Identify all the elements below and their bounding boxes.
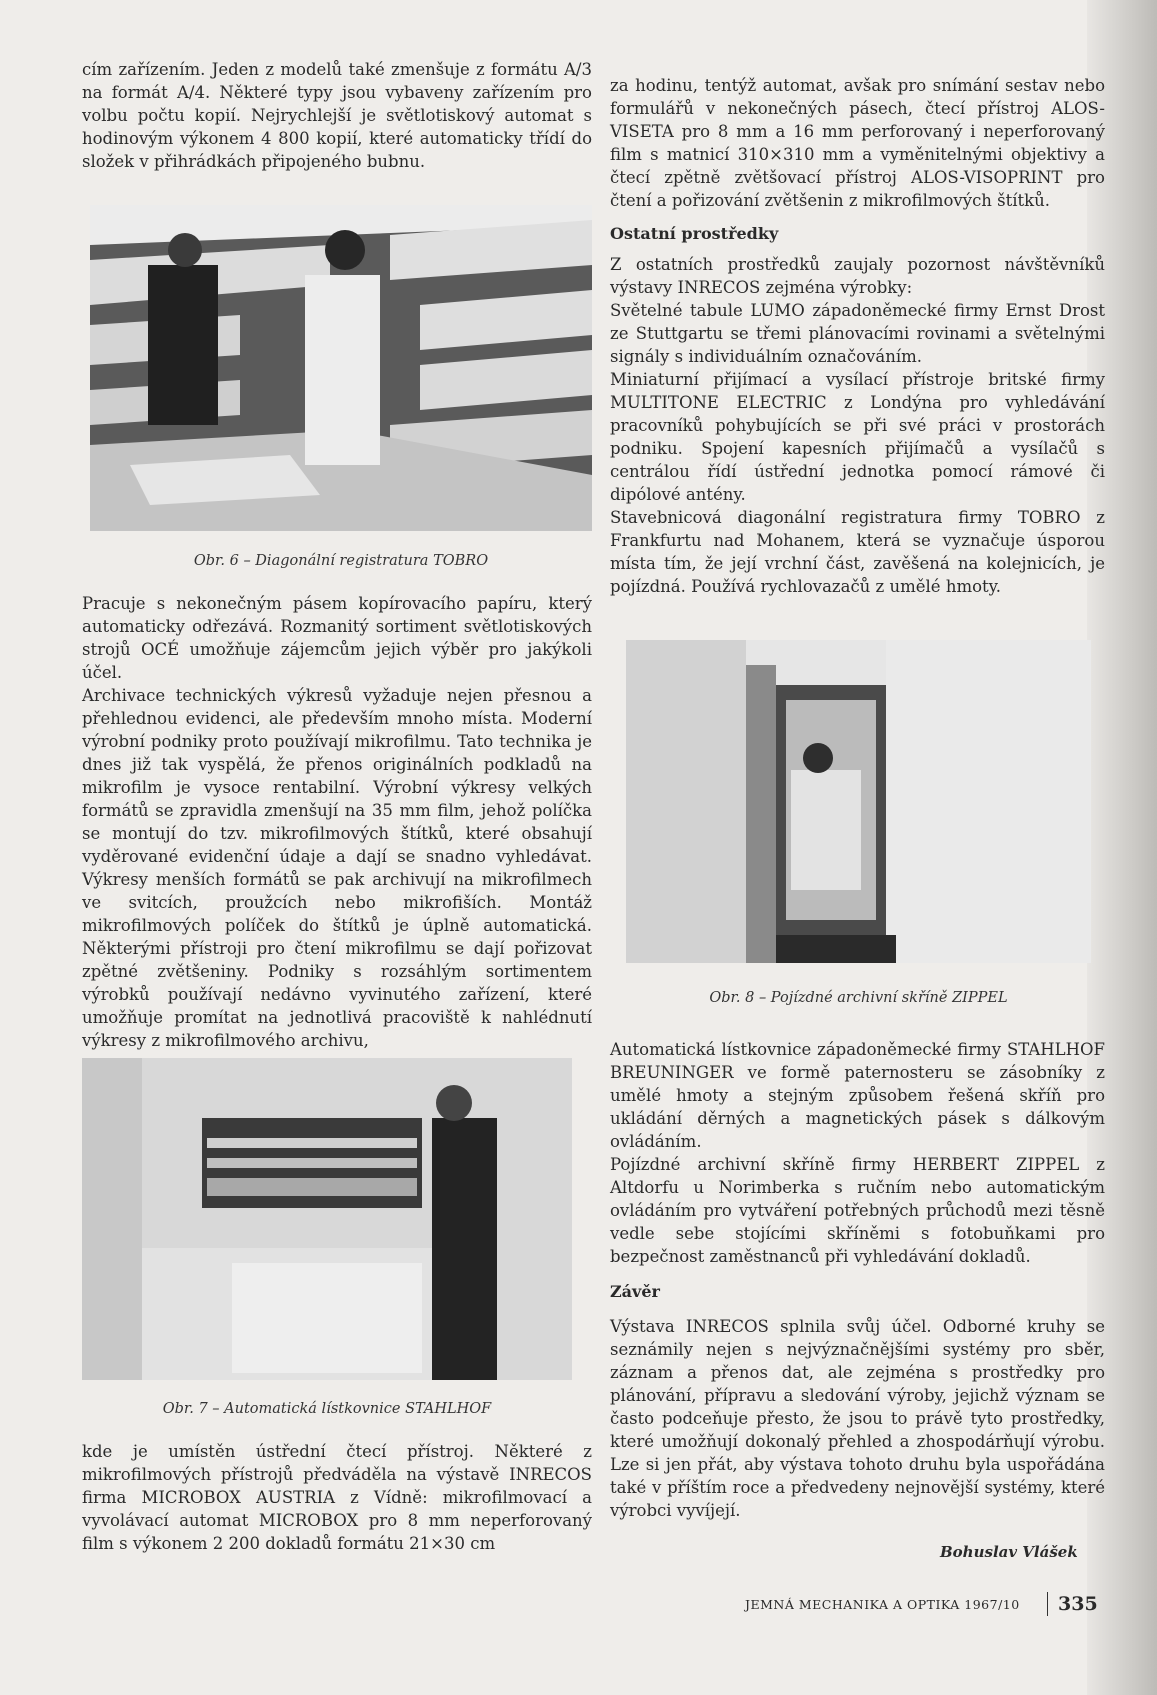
- figure-7-caption: Obr. 7 – Automatická lístkovnice STAHLHOF: [162, 1401, 492, 1417]
- figure-8-photo: [626, 640, 1091, 963]
- paragraph: Z ostatních prostředků zaujaly pozornost návštěvníků výstavy INRECOS zejména výrobky:: [610, 255, 1105, 297]
- paragraph: Automatická lístkovnice západoněmecké firmy STAHLHOF BREUNINGER ve formě paternosteru se zásobníky z umělé hmoty a stejným způsobem řešená skříň pro ukládání děrných a magnetických pásek s dálkovým ovládáním.: [610, 1040, 1105, 1151]
- figure-6-caption: Obr. 6 – Diagonální registratura TOBRO: [193, 553, 489, 569]
- paragraph: Miniaturní přijímací a vysílací přístroje britské firmy MULTITONE ELECTRIC z Londýna pro vyhledávání pracovníků pohybujících se při své práci v prostorách podniku. Spojení kapesních přijímačů a vysílačů s centrálou řídí ústřední jednotka pomocí rámové či dipólové antény.: [610, 370, 1105, 504]
- col2-lower-text: [610, 1038, 1105, 1522]
- col2-top-text: [610, 74, 1105, 598]
- paragraph: Pracuje s nekonečným pásem kopírovacího papíru, který automaticky odřezává. Rozmanitý sortiment světlotiskových strojů OCÉ umožňuje zájemcům jejich výběr pro jakýkoli účel.: [82, 594, 592, 682]
- section-heading: Závěr: [610, 1282, 660, 1301]
- col1-bottom-text: [82, 1440, 592, 1555]
- page-number: 335: [1058, 1593, 1098, 1615]
- figure-8-caption: Obr. 8 – Pojízdné archivní skříně ZIPPEL: [709, 990, 1008, 1006]
- paragraph: Stavebnicová diagonální registratura firmy TOBRO z Frankfurtu nad Mohanem, která se vyznačuje úsporou místa tím, že její vrchní část, zavěšená na kolejnicích, je pojízdná. Používá rychlovazačů z umělé hmoty.: [610, 508, 1105, 596]
- paragraph: Výstava INRECOS splnila svůj účel. Odborné kruhy se seznámily nejen s nejvýznačnějšími systémy pro sběr, záznam a přenos dat, ale zejména s prostředky pro plánování, přípravu a sledování výroby, jejichž význam se často podceňuje přesto, že jsou to právě tyto prostředky, které umožňují dokonalý přehled a zhospodárňují výrobu. Lze si jen přát, aby výstava tohoto druhu byla uspořádána také v příštím roce a předvedeny nejnovější systémy, které výrobci vyvíjejí.: [610, 1317, 1105, 1520]
- footer-divider: [1047, 1592, 1048, 1616]
- author-name: Bohuslav Vlášek: [940, 1543, 1078, 1561]
- figure-6-photo: [90, 205, 592, 531]
- paragraph: cím zařízením. Jeden z modelů také zmenšuje z formátu A/3 na formát A/4. Některé typy jsou vybaveny zařízením pro volbu počtu kopií. Nejrychlejší je světlotiskový automat s hodinovým výkonem 4 800 kopií, které automaticky třídí do složek v přihrádkách připojeného bubnu.: [82, 60, 592, 171]
- paragraph: kde je umístěn ústřední čtecí přístroj. Některé z mikrofilmových přístrojů předváděla na výstavě INRECOS firma MICROBOX AUSTRIA z Vídně: mikrofilmovací a vyvolávací automat MICROBOX pro 8 mm neperforovaný film s výkonem 2 200 dokladů formátu 21×30 cm: [82, 1442, 592, 1553]
- footer-journal: JEMNÁ MECHANIKA A OPTIKA 1967/10: [745, 1597, 1020, 1612]
- col1-mid-text: [82, 592, 592, 1052]
- paragraph: Světelné tabule LUMO západoněmecké firmy Ernst Drost ze Stuttgartu se třemi plánovacími rovinami a světelnými signály s individuálním označováním.: [610, 301, 1105, 366]
- figure-7-photo: [82, 1058, 572, 1380]
- section-heading: Ostatní prostředky: [610, 224, 779, 243]
- paragraph: Archivace technických výkresů vyžaduje nejen přesnou a přehlednou evidenci, ale především mnoho místa. Moderní výrobní podniky proto používají mikrofilmu. Tato technika je dnes již tak vyspělá, že přenos originálních podkladů na mikrofilm je vysoce rentabilní. Výrobní výkresy velkých formátů se zpravidla zmenšují na 35 mm film, jehož políčka se montují do tzv. mikrofilmových štítků, které obsahují vyděrované evidenční údaje a dají se snadno vyhledávat. Výkresy menších formátů se pak archivují na mikrofilmech ve svitcích, proužcích nebo mikrofiších. Montáž mikrofilmových políček do štítků je úplně automatická. Některými přístroji pro čtení mikrofilmu se dají pořizovat zpětné zvětšeniny. Podniky s rozsáhlým sortimentem výrobků používají nedávno vyvinutého zařízení, které umožňuje promítat na jednotlivá pracoviště k nahlédnutí výkresy z mikrofilmového archivu,: [82, 686, 592, 1050]
- paragraph: Pojízdné archivní skříně firmy HERBERT ZIPPEL z Altdorfu u Norimberka s ručním nebo automatickým ovládáním pro vytváření potřebných průchodů mezi těsně vedle sebe stojícími skříněmi s fotobuňkami pro bezpečnost zaměstnanců při vyhledávání dokladů.: [610, 1155, 1105, 1266]
- paragraph: za hodinu, tentýž automat, avšak pro snímání sestav nebo formulářů v nekonečných pásech, čtecí přístroj ALOS-VISETA pro 8 mm a 16 mm perforovaný i neperforovaný film s matnicí 310×310 mm a vyměnitelnými objektivy a čtecí zpětně zvětšovací přístroj ALOS-VISOPRINT pro čtení a pořizování zvětšenin z mikrofilmových štítků.: [610, 76, 1105, 210]
- col1-top-text: [82, 58, 592, 173]
